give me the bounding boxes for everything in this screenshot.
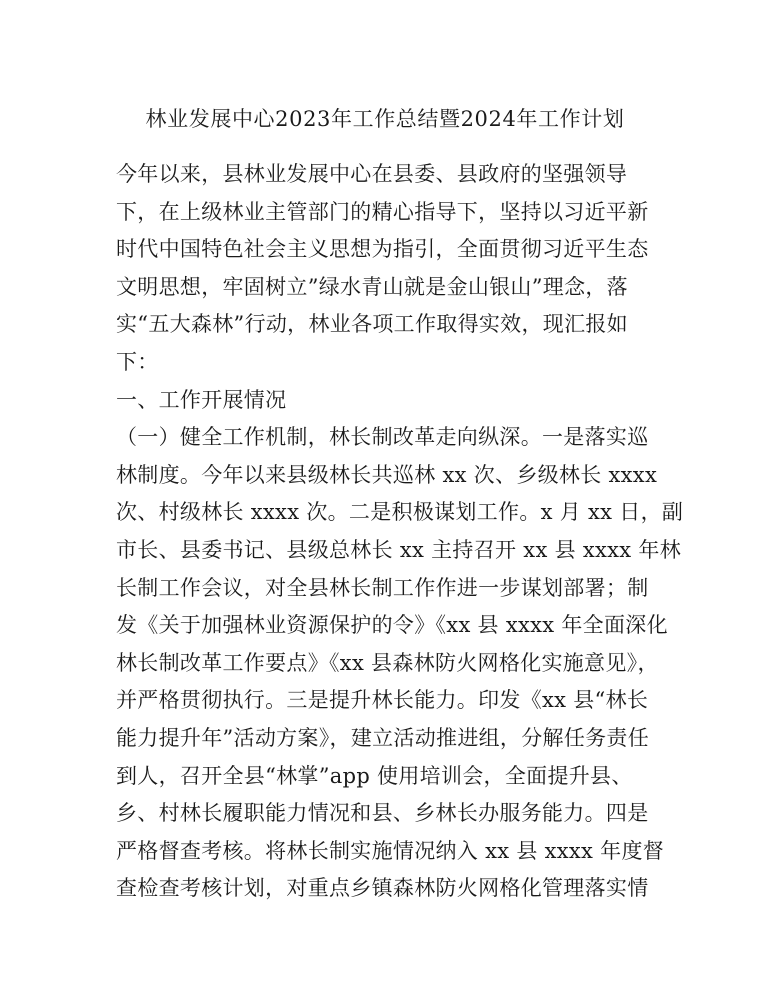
body-line: 下，在上级林业主管部门的精心指导下，坚持以习近平新 (116, 199, 649, 224)
body-line: 文明思想，牢固树立”绿水青山就是金山银山”理念，落 (116, 274, 628, 299)
body-line: 实“五大森林”行动，林业各项工作取得实效，现汇报如 (116, 312, 628, 337)
body-line: 并严格贯彻执行。三是提升林长能力。印发《xx 县“林长 (116, 688, 649, 713)
body-line: 能力提升年”活动方案》，建立活动推进组，分解任务责任 (116, 725, 650, 750)
body-line: 发《关于加强林业资源保护的令》《xx 县 xxxx 年全面深化 (116, 613, 668, 638)
document-title: 林业发展中心2023年工作总结暨2024年工作计划 (145, 107, 625, 131)
body-line: 严格督查考核。将林长制实施情况纳入 xx 县 xxxx 年度督 (116, 838, 665, 863)
document-body (116, 156, 684, 908)
body-line: 市长、县委书记、县级总林长 xx 主持召开 xx 县 xxxx 年林 (116, 537, 681, 562)
body-line: （一）健全工作机制，林长制改革走向纵深。一是落实巡 (116, 425, 649, 450)
body-line: 乡、村林长履职能力情况和县、乡林长办服务能力。四是 (116, 801, 649, 826)
body-line: 林制度。今年以来县级林长共巡林 xx 次、乡级林长 xxxx (116, 462, 658, 487)
body-line: 林长制改革工作要点》《xx 县森林防火网格化实施意见》， (116, 650, 659, 675)
body-line: 次、村级林长 xxxx 次。二是积极谋划工作。x 月 xx 日，副 (116, 500, 684, 525)
body-line: 下： (116, 349, 159, 374)
body-line: 长制工作会议，对全县林长制工作作进一步谋划部署；制 (116, 575, 649, 600)
body-line: 今年以来，县林业发展中心在县委、县政府的坚强领导 (116, 162, 628, 186)
body-line: 时代中国特色社会主义思想为指引，全面贯彻习近平生态 (116, 237, 649, 262)
section-heading: 一、工作开展情况 (116, 387, 287, 412)
body-line: 查检查考核计划，对重点乡镇森林防火网格化管理落实情 (116, 876, 649, 901)
body-line: 到人，召开全县“林掌”app 使用培训会，全面提升县、 (116, 763, 633, 788)
